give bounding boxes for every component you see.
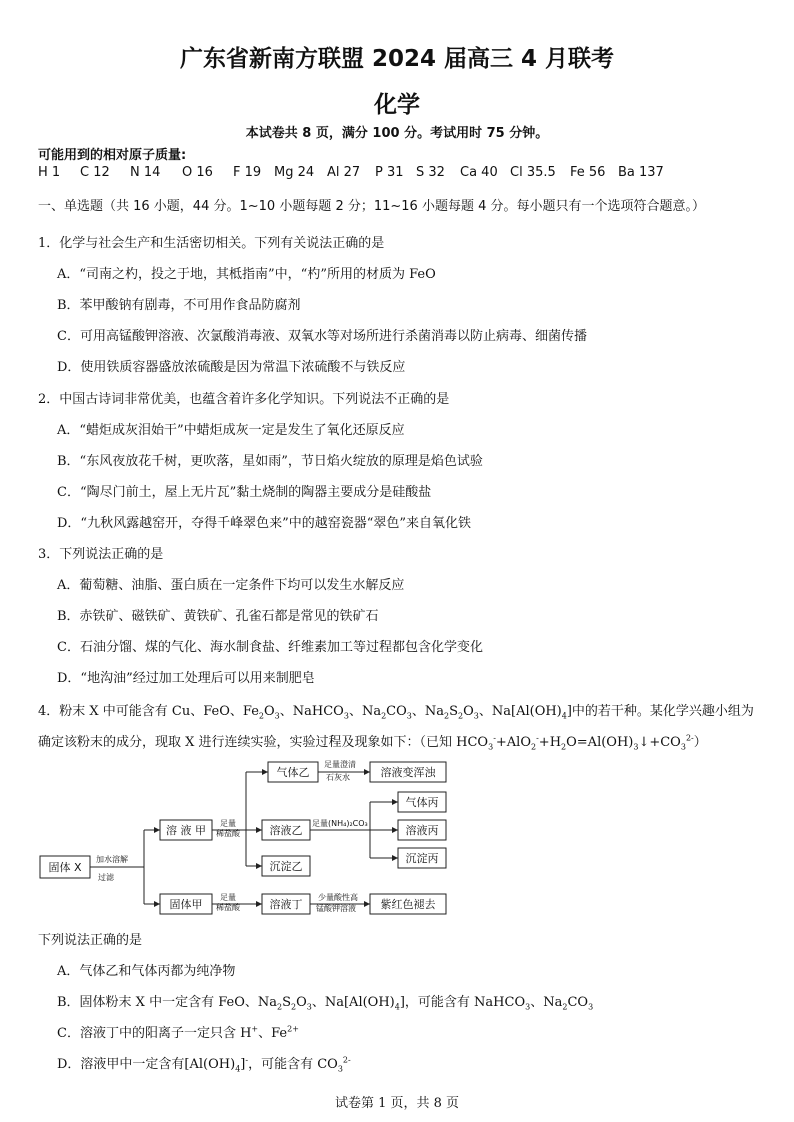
question-3-option-c: C．石油分馏、煤的气化、海水制食盐、纤维素加工等过程都包含化学变化 <box>57 640 483 655</box>
label-hcl-1: 足量 <box>220 819 236 828</box>
node-gas-yi: 气体乙 <box>276 766 310 779</box>
question-2-option-a: A．“蜡炬成灰泪始干”中蜡炬成灰一定是发生了氧化还原反应 <box>57 423 405 438</box>
experiment-flowchart <box>36 756 466 920</box>
question-4-option-c: C．溶液丁中的阳离子一定只含 H+、$Fe^{2+}$ <box>57 1024 299 1041</box>
atomic-mass-item: Ba 137 <box>618 165 664 180</box>
question-2-stem: 2．中国古诗词非常优美，也蕴含着许多化学知识。下列说法不正确的是 <box>38 392 450 407</box>
atomic-mass-item: C 12 <box>80 165 110 180</box>
subject-title: 化学 <box>374 92 420 118</box>
question-4-stem-line2: 确定该粉末的成分，现取 X 进行连续实验，实验过程及现象如下：（已知 $HCO_3^-+AlO_2^-+H_2O=Al(OH)_3↓+CO_3^{2-}$） <box>38 733 707 752</box>
question-4-option-a: A．气体乙和气体丙都为纯净物 <box>57 964 236 979</box>
question-1-option-b: B．苯甲酸钠有剧毒，不可用作食品防腐剂 <box>57 298 301 313</box>
question-1-option-d: D．使用铁质容器盛放浓硫酸是因为常温下浓硫酸不与铁反应 <box>57 360 406 375</box>
question-3-option-d: D．“地沟油”经过加工处理后可以用来制肥皂 <box>57 671 315 686</box>
node-solution-bing: 溶液丙 <box>405 824 439 837</box>
label-lime-b: 石灰水 <box>326 773 350 782</box>
question-4-prompt: 下列说法正确的是 <box>38 933 143 948</box>
question-4-stem: 4．粉末 X 中可能含有 Cu、FeO、$Fe_2O_3$、NaHCO$_3$、$Na_2CO_3$、$Na_2S_2O_3$、$Na[Al(OH)_4]$中的若干种。某化学兴趣小组为 <box>38 704 754 721</box>
question-4-option-b: B．固体粉末 X 中一定含有 FeO、$Na_2S_2O_3$、$Na[Al(OH)_4]$，可能含有 NaHCO$_3$、$Na_2CO_3$ <box>57 995 594 1012</box>
node-fade: 紫红色褪去 <box>380 898 436 911</box>
label-kmno4: 少量酸性高 <box>318 893 358 902</box>
atomic-mass-item: Al 27 <box>327 165 361 180</box>
question-1-option-a: A．“司南之杓，投之于地，其柢指南”中，“杓”所用的材质为 FeO <box>57 267 436 282</box>
question-1-stem: 1．化学与社会生产和生活密切相关。下列有关说法正确的是 <box>38 236 385 251</box>
page-footer: 试卷第 1 页，共 8 页 <box>334 1096 460 1111</box>
question-3-stem: 3．下列说法正确的是 <box>38 547 164 562</box>
question-3-option-b: B．赤铁矿、磁铁矿、黄铁矿、孔雀石都是常见的铁矿石 <box>57 609 379 624</box>
node-solution-ding: 溶液丁 <box>269 898 303 911</box>
question-1-option-c: C．可用高锰酸钾溶液、次氯酸消毒液、双氧水等对场所进行杀菌消毒以防止病毒、细菌传播 <box>57 329 587 344</box>
atomic-mass-item: S 32 <box>416 165 445 180</box>
node-solid-x: 固体 X <box>48 861 82 874</box>
label-hcl-2: 足量 <box>220 893 236 902</box>
atomic-mass-item: Mg 24 <box>274 165 315 180</box>
node-gas-bing: 气体丙 <box>405 796 439 809</box>
node-turbid: 溶液变浑浊 <box>380 766 436 779</box>
node-precip-bing: 沉淀丙 <box>405 852 439 865</box>
atomic-mass-item: Cl 35.5 <box>510 165 556 180</box>
question-4-option-d: D．溶液甲中一定含有$[Al(OH)_4]^-$，可能含有 $CO_3^{2-}$ <box>57 1055 351 1074</box>
label-kmno4-b: 锰酸钾溶液 <box>316 904 356 913</box>
label-hcl-1b: 稀盐酸 <box>216 829 240 838</box>
atomic-mass-item: H 1 <box>38 165 61 180</box>
atomic-mass-item: Ca 40 <box>460 165 498 180</box>
label-filter: 过滤 <box>98 873 114 882</box>
section-heading: 一、单选题（共 16 小题，44 分。1~10 小题每题 2 分；11~16 小题每题 4 分。每小题只有一个选项符合题意。） <box>38 199 705 214</box>
atomic-mass-item: N 14 <box>130 165 161 180</box>
label-lime: 足量澄清 <box>324 760 356 769</box>
atomic-mass-item: Fe 56 <box>570 165 606 180</box>
label-ammonium-carbonate: 足量(NH₄)₂CO₃ <box>312 819 368 828</box>
atomic-mass-item: O 16 <box>182 165 213 180</box>
atomic-mass-item: P 31 <box>375 165 404 180</box>
exam-title: 广东省新南方联盟 2024 届高三 4 月联考 <box>179 46 615 72</box>
label-hcl-2b: 稀盐酸 <box>216 903 240 912</box>
question-2-option-c: C．“陶尽门前土，屋上无片瓦”黏土烧制的陶器主要成分是硅酸盐 <box>57 485 432 500</box>
node-solution-yi: 溶液乙 <box>269 824 303 837</box>
question-3-option-a: A．葡萄糖、油脂、蛋白质在一定条件下均可以发生水解反应 <box>57 578 405 593</box>
node-solution-jia: 溶 液 甲 <box>166 824 206 837</box>
node-solid-jia: 固体甲 <box>169 898 203 911</box>
question-2-option-b: B．“东风夜放花千树，更吹落，星如雨”，节日焰火绽放的原理是焰色试验 <box>57 454 483 469</box>
atomic-mass-item: F 19 <box>233 165 262 180</box>
atomic-mass-label: 可能用到的相对原子质量: <box>38 148 187 163</box>
question-2-option-d: D．“九秋风露越窑开，夺得千峰翠色来”中的越窑瓷器“翠色”来自氧化铁 <box>57 516 472 531</box>
label-dissolve: 加水溶解 <box>96 855 128 864</box>
exam-note: 本试卷共 8 页，满分 100 分。考试用时 75 分钟。 <box>245 126 549 141</box>
node-precip-yi: 沉淀乙 <box>269 860 303 873</box>
